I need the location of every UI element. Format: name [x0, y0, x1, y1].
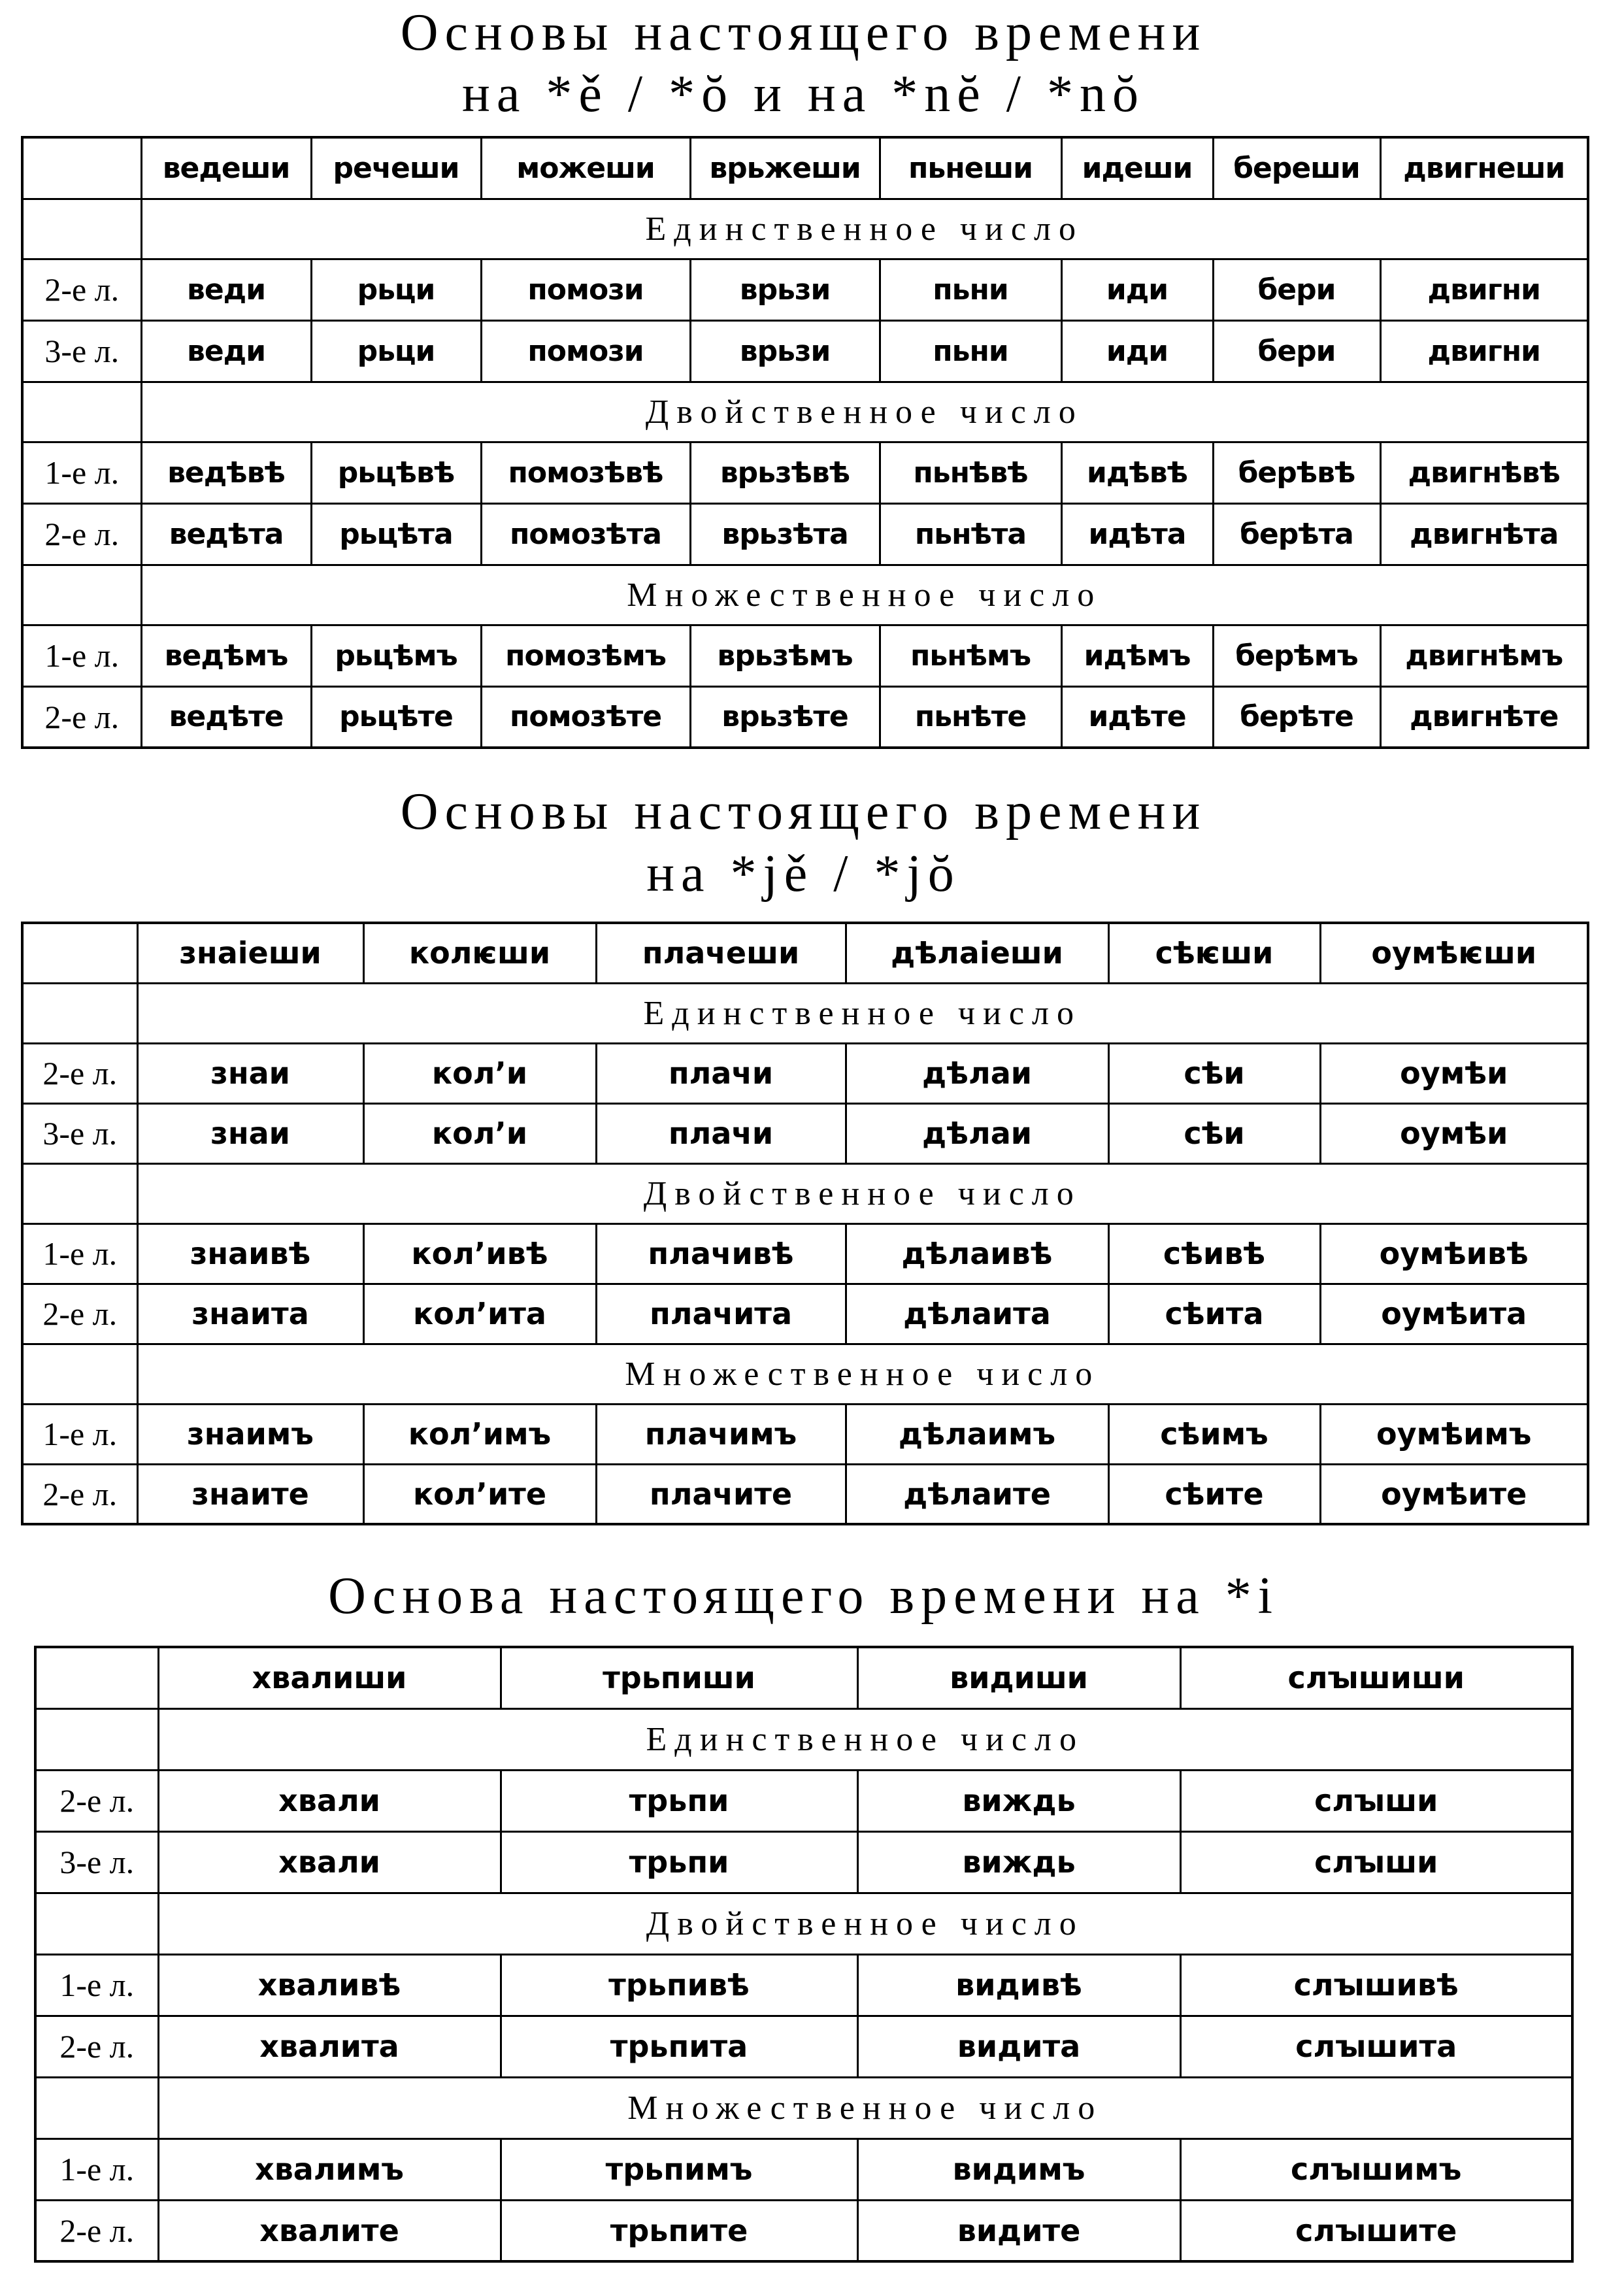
table-row	[35, 1770, 1572, 1831]
form-cell: трьпита	[501, 2016, 857, 2077]
number-row	[22, 382, 1588, 442]
table-row	[22, 1404, 1588, 1464]
section-title: Основа настоящего времени на *i	[328, 1567, 1279, 1625]
form-cell: пьнѣте	[880, 686, 1061, 748]
form-cell: ведѣте	[141, 686, 311, 748]
form-cell: кол’и	[363, 1103, 596, 1163]
form-cell: двигнѣта	[1380, 503, 1588, 565]
form-cell: сѣи	[1108, 1043, 1320, 1103]
form-cell: знаита	[137, 1284, 363, 1344]
form-cell: рьцѣмъ	[311, 625, 481, 686]
form-cell: видите	[857, 2200, 1180, 2261]
form-cell: дѣлаи	[846, 1043, 1108, 1103]
table-row	[22, 686, 1588, 748]
form-cell: плачита	[596, 1284, 846, 1344]
person-label: 2-е л.	[22, 503, 141, 565]
empty-cell	[35, 1708, 158, 1770]
number-label: Двойственное число	[141, 382, 1588, 442]
form-cell: оумѣита	[1320, 1284, 1588, 1344]
form-cell: видита	[857, 2016, 1180, 2077]
form-cell: идѣта	[1061, 503, 1213, 565]
number-row	[22, 199, 1588, 259]
form-cell: двигнѣте	[1380, 686, 1588, 748]
form-cell: идѣте	[1061, 686, 1213, 748]
form-cell: виждь	[857, 1831, 1180, 1893]
header-cell: пьнеши	[880, 137, 1061, 199]
form-cell: помозѣмъ	[481, 625, 690, 686]
form-cell: оумѣите	[1320, 1464, 1588, 1524]
form-cell: виждь	[857, 1770, 1180, 1831]
header-cell: колѥши	[363, 923, 596, 983]
form-cell: врьзѣвѣ	[690, 442, 880, 503]
header-cell: хвалиши	[158, 1647, 501, 1708]
form-cell: плачи	[596, 1103, 846, 1163]
number-label: Двойственное число	[158, 1893, 1572, 1954]
form-cell: слꙑшита	[1180, 2016, 1572, 2077]
header-cell: плачеши	[596, 923, 846, 983]
form-cell: хвалите	[158, 2200, 501, 2261]
empty-cell	[35, 2077, 158, 2138]
section-subtitle: на *ě / *ŏ и на *nĕ / *nŏ	[462, 65, 1145, 123]
form-cell: пьни	[880, 320, 1061, 382]
form-cell: веди	[141, 320, 311, 382]
person-label: 2-е л.	[22, 1284, 137, 1344]
form-cell: слꙑшивѣ	[1180, 1954, 1572, 2016]
header-row	[22, 923, 1588, 983]
form-cell: кол’имъ	[363, 1404, 596, 1464]
form-cell: сѣи	[1108, 1103, 1320, 1163]
person-label: 1-е л.	[22, 1404, 137, 1464]
header-cell: береши	[1213, 137, 1380, 199]
person-label: 1-е л.	[35, 2138, 158, 2200]
form-cell: сѣимъ	[1108, 1404, 1320, 1464]
form-cell: плачи	[596, 1043, 846, 1103]
header-cell: видиши	[857, 1647, 1180, 1708]
empty-cell	[35, 1893, 158, 1954]
form-cell: хвалита	[158, 2016, 501, 2077]
person-label: 1-е л.	[22, 625, 141, 686]
number-row	[22, 1344, 1588, 1404]
form-cell: плачивѣ	[596, 1223, 846, 1284]
form-cell: ведѣвѣ	[141, 442, 311, 503]
form-cell: знаи	[137, 1103, 363, 1163]
corner-cell	[22, 137, 141, 199]
table-row	[35, 1954, 1572, 2016]
form-cell: двигнѣвѣ	[1380, 442, 1588, 503]
person-label: 2-е л.	[22, 1464, 137, 1524]
form-cell: хвали	[158, 1770, 501, 1831]
form-cell: двигни	[1380, 320, 1588, 382]
conjugation-table	[21, 922, 1589, 1525]
number-label: Множественное число	[158, 2077, 1572, 2138]
person-label: 3-е л.	[22, 1103, 137, 1163]
header-cell: оумѣѥши	[1320, 923, 1588, 983]
form-cell: пьнѣвѣ	[880, 442, 1061, 503]
person-label: 1-е л.	[22, 442, 141, 503]
form-cell: дѣлаита	[846, 1284, 1108, 1344]
number-row	[35, 1708, 1572, 1770]
corner-cell	[35, 1647, 158, 1708]
form-cell: оумѣи	[1320, 1103, 1588, 1163]
table-row	[22, 442, 1588, 503]
section-title: Основы настоящего времени	[400, 4, 1207, 61]
form-cell: оумѣи	[1320, 1043, 1588, 1103]
form-cell: берѣвѣ	[1213, 442, 1380, 503]
conjugation-table	[34, 1646, 1574, 2263]
corner-cell	[22, 923, 137, 983]
form-cell: помози	[481, 259, 690, 320]
form-cell: трьпи	[501, 1831, 857, 1893]
form-cell: двигнѣмъ	[1380, 625, 1588, 686]
number-row	[35, 2077, 1572, 2138]
form-cell: помозѣвѣ	[481, 442, 690, 503]
form-cell: видимъ	[857, 2138, 1180, 2200]
section-title: Основы настоящего времени	[400, 783, 1207, 840]
form-cell: оумѣивѣ	[1320, 1223, 1588, 1284]
header-cell: дѣлаіеши	[846, 923, 1108, 983]
form-cell: знаивѣ	[137, 1223, 363, 1284]
person-label: 2-е л.	[22, 686, 141, 748]
form-cell: сѣита	[1108, 1284, 1320, 1344]
table-row	[22, 503, 1588, 565]
form-cell: плачите	[596, 1464, 846, 1524]
form-cell: веди	[141, 259, 311, 320]
number-label: Единственное число	[137, 983, 1588, 1043]
form-cell: ведѣмъ	[141, 625, 311, 686]
form-cell: помозѣта	[481, 503, 690, 565]
person-label: 2-е л.	[22, 1043, 137, 1103]
form-cell: знаи	[137, 1043, 363, 1103]
number-label: Множественное число	[137, 1344, 1588, 1404]
form-cell: берѣта	[1213, 503, 1380, 565]
table-row	[22, 320, 1588, 382]
form-cell: врьзѣте	[690, 686, 880, 748]
table-row	[22, 1464, 1588, 1524]
form-cell: плачимъ	[596, 1404, 846, 1464]
form-cell: рьцѣта	[311, 503, 481, 565]
person-label: 3-е л.	[22, 320, 141, 382]
form-cell: трьпи	[501, 1770, 857, 1831]
number-label: Множественное число	[141, 565, 1588, 625]
number-row	[22, 1163, 1588, 1223]
empty-cell	[22, 1163, 137, 1223]
form-cell: кол’ите	[363, 1464, 596, 1524]
table-row	[22, 1043, 1588, 1103]
header-cell: врьжеши	[690, 137, 880, 199]
form-cell: бери	[1213, 259, 1380, 320]
header-cell: двигнеши	[1380, 137, 1588, 199]
form-cell: ведѣта	[141, 503, 311, 565]
header-cell: трьпиши	[501, 1647, 857, 1708]
form-cell: знаимъ	[137, 1404, 363, 1464]
person-label: 1-е л.	[35, 1954, 158, 2016]
header-cell: идеши	[1061, 137, 1213, 199]
number-row	[22, 983, 1588, 1043]
number-label: Единственное число	[141, 199, 1588, 259]
form-cell: берѣте	[1213, 686, 1380, 748]
form-cell: сѣивѣ	[1108, 1223, 1320, 1284]
form-cell: рьцѣвѣ	[311, 442, 481, 503]
person-label: 2-е л.	[35, 2016, 158, 2077]
form-cell: кол’ита	[363, 1284, 596, 1344]
table-row	[35, 2200, 1572, 2261]
form-cell: двигни	[1380, 259, 1588, 320]
table-row	[35, 2138, 1572, 2200]
form-cell: идѣмъ	[1061, 625, 1213, 686]
form-cell: берѣмъ	[1213, 625, 1380, 686]
form-cell: пьнѣта	[880, 503, 1061, 565]
form-cell: видивѣ	[857, 1954, 1180, 2016]
person-label: 1-е л.	[22, 1223, 137, 1284]
form-cell: трьпите	[501, 2200, 857, 2261]
form-cell: рьцѣте	[311, 686, 481, 748]
form-cell: дѣлаи	[846, 1103, 1108, 1163]
form-cell: пьнѣмъ	[880, 625, 1061, 686]
form-cell: трьпимъ	[501, 2138, 857, 2200]
form-cell: дѣлаимъ	[846, 1404, 1108, 1464]
header-cell: сѣѥши	[1108, 923, 1320, 983]
form-cell: дѣлаите	[846, 1464, 1108, 1524]
number-row	[22, 565, 1588, 625]
header-row	[22, 137, 1588, 199]
form-cell: хвали	[158, 1831, 501, 1893]
header-cell: знаіеши	[137, 923, 363, 983]
table-row	[22, 1284, 1588, 1344]
form-cell: врьзи	[690, 259, 880, 320]
person-label: 2-е л.	[35, 2200, 158, 2261]
form-cell: хвалимъ	[158, 2138, 501, 2200]
empty-cell	[22, 565, 141, 625]
empty-cell	[22, 983, 137, 1043]
person-label: 2-е л.	[35, 1770, 158, 1831]
section-subtitle: на *jě / *jŏ	[646, 845, 961, 903]
form-cell: помози	[481, 320, 690, 382]
form-cell: дѣлаивѣ	[846, 1223, 1108, 1284]
number-row	[35, 1893, 1572, 1954]
table-row	[35, 1831, 1572, 1893]
header-cell: речеши	[311, 137, 481, 199]
number-label: Единственное число	[158, 1708, 1572, 1770]
table-row	[22, 625, 1588, 686]
form-cell: врьзѣта	[690, 503, 880, 565]
form-cell: идѣвѣ	[1061, 442, 1213, 503]
form-cell: трьпивѣ	[501, 1954, 857, 2016]
person-label: 2-е л.	[22, 259, 141, 320]
empty-cell	[22, 199, 141, 259]
form-cell: пьни	[880, 259, 1061, 320]
table-row	[22, 259, 1588, 320]
form-cell: знаите	[137, 1464, 363, 1524]
form-cell: слꙑши	[1180, 1770, 1572, 1831]
form-cell: сѣите	[1108, 1464, 1320, 1524]
form-cell: рьци	[311, 320, 481, 382]
header-cell: можеши	[481, 137, 690, 199]
table-row	[35, 2016, 1572, 2077]
form-cell: слꙑшимъ	[1180, 2138, 1572, 2200]
form-cell: помозѣте	[481, 686, 690, 748]
empty-cell	[22, 1344, 137, 1404]
form-cell: иди	[1061, 259, 1213, 320]
form-cell: бери	[1213, 320, 1380, 382]
form-cell: врьзи	[690, 320, 880, 382]
empty-cell	[22, 382, 141, 442]
form-cell: кол’ивѣ	[363, 1223, 596, 1284]
form-cell: слꙑшите	[1180, 2200, 1572, 2261]
form-cell: рьци	[311, 259, 481, 320]
number-label: Двойственное число	[137, 1163, 1588, 1223]
form-cell: слꙑши	[1180, 1831, 1572, 1893]
form-cell: иди	[1061, 320, 1213, 382]
person-label: 3-е л.	[35, 1831, 158, 1893]
form-cell: кол’и	[363, 1043, 596, 1103]
table-row	[22, 1223, 1588, 1284]
header-cell: слꙑшиши	[1180, 1647, 1572, 1708]
form-cell: врьзѣмъ	[690, 625, 880, 686]
header-row	[35, 1647, 1572, 1708]
conjugation-table	[21, 136, 1589, 749]
form-cell: хваливѣ	[158, 1954, 501, 2016]
form-cell: оумѣимъ	[1320, 1404, 1588, 1464]
table-row	[22, 1103, 1588, 1163]
header-cell: ведеши	[141, 137, 311, 199]
